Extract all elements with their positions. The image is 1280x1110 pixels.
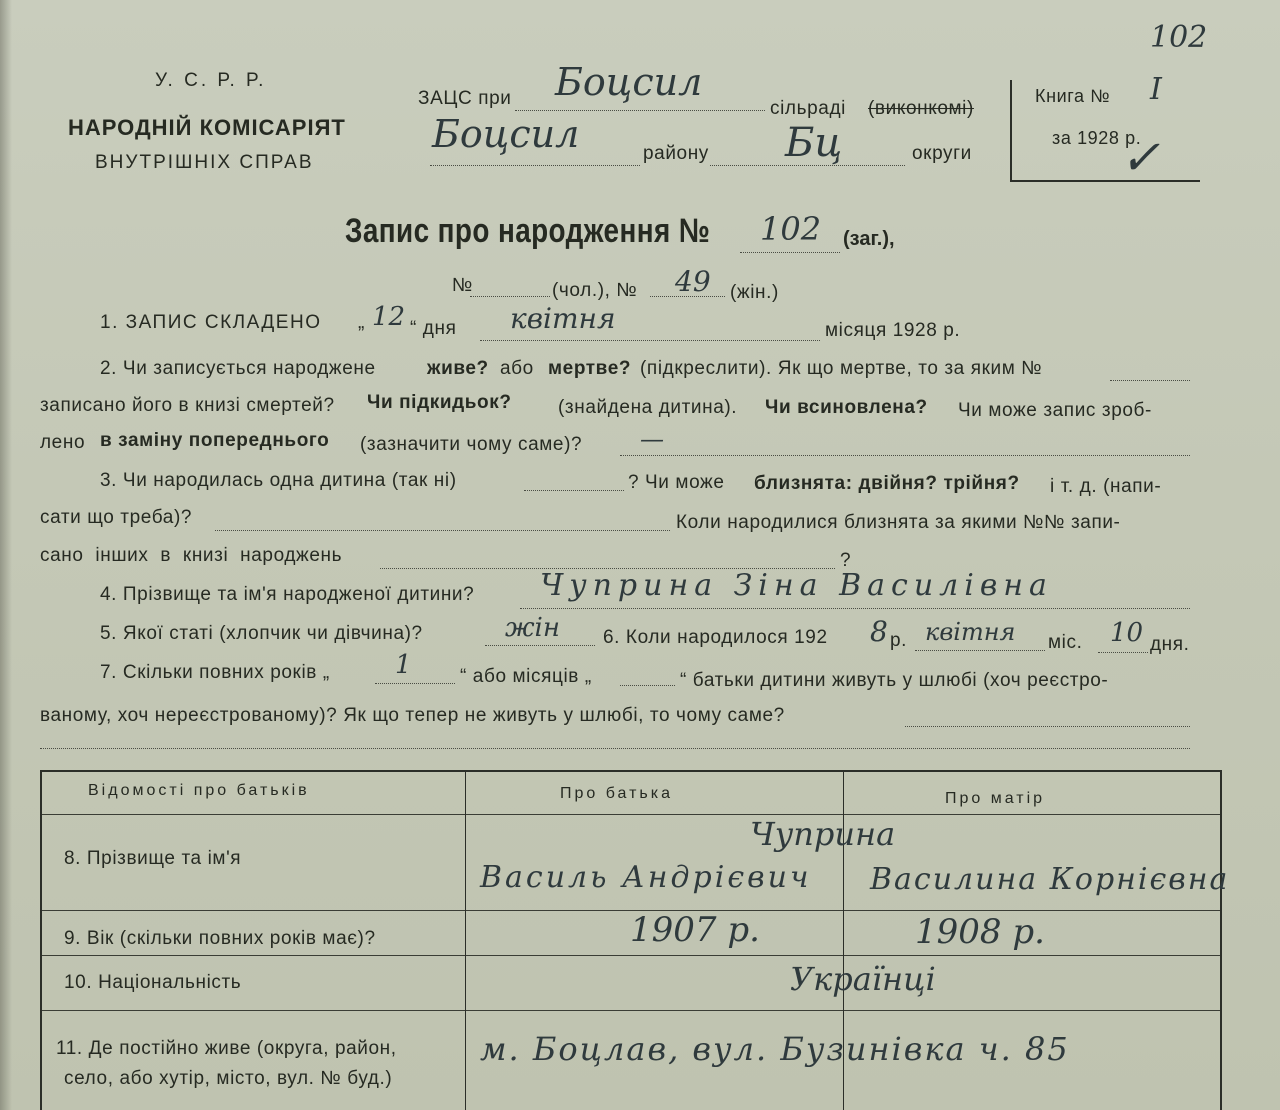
row11-label-1: 11. Де постійно живе (округа, район, xyxy=(56,1038,397,1059)
q2-line1-b: (підкреслити). Як що мертве, то за яким № xyxy=(640,358,1043,379)
q2-dash-handwritten: — xyxy=(640,425,664,453)
book-number: I xyxy=(1150,72,1162,107)
book-label: Книга № xyxy=(1035,86,1111,106)
q1-open-quote: „ xyxy=(358,312,365,333)
q6-mis-label: міс. xyxy=(1048,632,1083,653)
row8-label: 8. Прізвище та ім'я xyxy=(64,848,242,869)
q3-line1-a: 3. Чи народилась одна дитина (так ні) xyxy=(100,470,457,491)
header-department: ВНУТРІШНІХ СПРАВ xyxy=(95,152,314,173)
q5-answer-handwritten: жін xyxy=(505,613,560,643)
rayonu-label: району xyxy=(643,143,709,164)
q2-pidkydok: Чи підкидьок? xyxy=(367,392,512,413)
record-title: Запис про народження № xyxy=(345,212,711,250)
q3-line3-b: ? xyxy=(840,550,852,571)
vykonkomi-label: (виконкомі) xyxy=(868,98,974,119)
q2-abo: або xyxy=(500,358,534,379)
q2-vsynovlena: Чи всиновлена? xyxy=(765,397,928,418)
q2-line2-b: (знайдена дитина). xyxy=(558,397,738,418)
q6-day-handwritten: 10 xyxy=(1110,618,1144,648)
row8-surname-handwritten: Чуприна xyxy=(750,815,896,853)
q7-years-handwritten: 1 xyxy=(395,650,412,680)
chol-label: (чол.), № xyxy=(552,280,638,301)
q3-line3-a: сано інших в книзі народжень xyxy=(40,545,343,566)
q1-label: 1. ЗАПИС СКЛАДЕНО xyxy=(100,312,322,333)
okrug-handwritten: Бц xyxy=(785,120,843,166)
q3-line2-a: сати що треба)? xyxy=(40,507,193,528)
q3-line2-b: Коли народилися близнята за якими №№ запи- xyxy=(676,512,1121,533)
q5-label: 5. Якої статі (хлопчик чи дівчина)? xyxy=(100,623,423,644)
row11-label-2: село, або хутір, місто, вул. № буд.) xyxy=(64,1068,393,1089)
zhin-number-handwritten: 49 xyxy=(675,265,711,298)
no-label: № xyxy=(452,275,473,296)
record-number-handwritten: 102 xyxy=(760,210,822,248)
silradi-label: сільраді xyxy=(770,98,846,119)
q1-month-label: місяця 1928 р. xyxy=(825,320,961,341)
row10-nationality-handwritten: Українці xyxy=(790,960,936,998)
q7-line1-c: “ батьки дитини живуть у шлюбі (хоч реєстро- xyxy=(680,670,1109,691)
row9-label: 9. Вік (скільки повних років має)? xyxy=(64,928,376,949)
q6-label: 6. Коли народилося 192 xyxy=(603,627,828,648)
q7-line2: ваному, хоч нереєстрованому)? Як що тепер не живуть у шлюбі, то чому саме? xyxy=(40,705,785,726)
checkmark: ✓ xyxy=(1120,130,1161,186)
zhin-label: (жін.) xyxy=(730,282,779,303)
district-handwritten: Боцсил xyxy=(432,112,580,156)
row8-mother-handwritten: Василина Корнієвна xyxy=(870,862,1230,897)
row8-father-handwritten: Василь Андрієвич xyxy=(480,860,812,895)
table-header-parents: Відомості про батьків xyxy=(88,782,310,799)
village-handwritten: Боцсил xyxy=(555,60,703,104)
q6-year-handwritten: 8 xyxy=(870,615,888,648)
q6-month-handwritten: квітня xyxy=(925,618,1016,646)
page-number: 102 xyxy=(1150,20,1208,55)
q3-line1-c: і т. д. (напи- xyxy=(1050,476,1162,497)
q6-dnya-label: дня. xyxy=(1150,634,1190,655)
q2-line2-a: записано його в книзі смертей? xyxy=(40,395,335,416)
table-header-mother: Про матір xyxy=(945,790,1046,807)
q4-answer-handwritten: Чуприна Зіна Василівна xyxy=(540,568,1053,603)
q2-mertve: мертве? xyxy=(548,358,632,379)
header-commissariat: НАРОДНІЙ КОМІСАРІЯТ xyxy=(68,115,346,140)
q6-r-label: р. xyxy=(890,630,908,651)
header-republic: У. С. Р. Р. xyxy=(155,70,267,91)
record-suffix: (заг.), xyxy=(843,228,895,250)
row9-father-handwritten: 1907 р. xyxy=(630,910,760,950)
page-edge-shadow xyxy=(0,0,12,1110)
q2-zhyve: живе? xyxy=(427,358,489,379)
q2-line1-a: 2. Чи записується народжене xyxy=(100,358,376,379)
zats-label: ЗАЦС при xyxy=(418,88,512,109)
row11-address-handwritten: м. Боцлав, вул. Бузинівка ч. 85 xyxy=(480,1030,1070,1068)
table-header-father: Про батька xyxy=(560,785,673,802)
q7-line1-a: 7. Скільки повних років „ xyxy=(100,662,330,683)
q7-line1-b: “ або місяців „ xyxy=(460,666,592,687)
book-year: за 1928 р. xyxy=(1052,128,1142,148)
q2-line3-b: (зазначити чому саме)? xyxy=(360,434,583,455)
q3-bliznyata: близнята: двійня? трійня? xyxy=(754,473,1020,494)
q4-label: 4. Прізвище та ім'я народженої дитини? xyxy=(100,584,475,605)
q2-zaminu: в заміну попереднього xyxy=(100,430,330,451)
q2-line3-a: лено xyxy=(40,432,86,453)
q2-line2-c: Чи може запис зроб- xyxy=(958,400,1152,421)
okrugy-label: округи xyxy=(912,143,972,164)
q1-day-label: “ дня xyxy=(410,318,457,339)
row10-label: 10. Національність xyxy=(64,972,242,993)
q3-line1-b: ? Чи може xyxy=(628,472,725,493)
q1-month-handwritten: квітня xyxy=(510,302,616,335)
row9-mother-handwritten: 1908 р. xyxy=(915,912,1045,952)
q1-day-handwritten: 12 xyxy=(372,302,406,332)
